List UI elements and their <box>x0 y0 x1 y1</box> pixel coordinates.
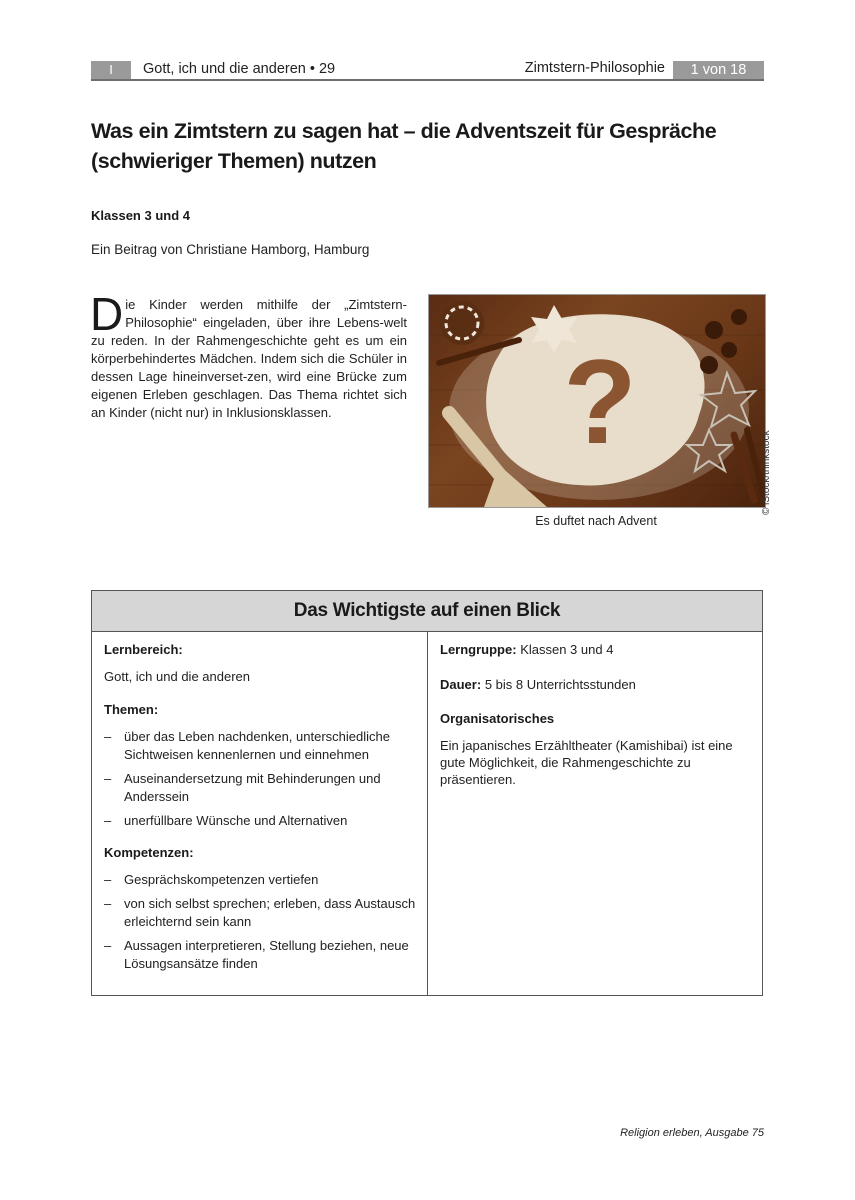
themen-list <box>104 728 422 830</box>
header-series-title: Gott, ich und die anderen • 29 <box>143 61 336 77</box>
overview-heading: Das Wichtigste auf einen Blick <box>92 591 762 632</box>
dash-bullet: – <box>104 871 112 887</box>
list-item-text: unerfüllbare Wünsche und Alternativen <box>124 813 348 828</box>
dauer-label: Dauer: <box>440 677 482 692</box>
list-item <box>104 895 422 930</box>
photo-illustration <box>429 295 765 507</box>
list-item-text: über das Leben nachdenken, unterschiedliche Sichtweisen kennenlernen und einnehmen <box>124 729 390 762</box>
page-indicator: 1 von 18 <box>673 61 764 79</box>
author-line: Ein Beitrag von Christiane Hamborg, Hamburg <box>91 242 370 257</box>
list-item <box>104 770 422 805</box>
photo-caption: Es duftet nach Advent <box>535 514 657 528</box>
organisatorisches-text: Ein japanisches Erzähltheater (Kamishibai) ist eine gute Möglichkeit, die Rahmengeschichte zu präsentieren. <box>440 738 733 787</box>
list-item <box>104 871 422 889</box>
intro-text: ie Kinder werden mithilfe der „Zimtstern-Philosophie“ eingeladen, über ihre Lebens-welt zu reden. In der Rahmengeschichte geht es um ein körperbehindertes Mädchen. Indem sich die Schüler in dessen Lage hineinverset-zen, wird eine Brücke zum eigenen Erleben geschlagen. Das Thema richtet sich an Kinder (nicht nur) in Inklusionsklassen. <box>91 297 407 420</box>
lerngruppe-value: Klassen 3 und 4 <box>520 642 614 657</box>
lerngruppe <box>440 641 758 658</box>
overview-right-column <box>440 641 758 798</box>
dash-bullet: – <box>104 771 112 786</box>
question-mark: ? <box>563 335 637 469</box>
page-title: Was ein Zimtstern zu sagen hat – die Adventszeit für Gespräche (schwieriger Themen) nutzen <box>91 119 717 173</box>
publication-footer: Religion erleben, Ausgabe 75 <box>620 1127 764 1139</box>
kompetenzen-label: Kompetenzen: <box>104 844 194 860</box>
lernbereich-value: Gott, ich und die anderen <box>104 669 250 684</box>
advent-photo <box>428 294 766 508</box>
list-item-text: Auseinandersetzung mit Behinderungen und Anderssein <box>124 771 381 804</box>
overview-left-column <box>104 641 422 984</box>
list-item <box>104 812 422 830</box>
themen-label: Themen: <box>104 702 159 717</box>
dash-bullet: – <box>104 729 112 744</box>
dash-bullet: – <box>104 896 112 911</box>
header-unit-title: Zimtstern-Philosophie <box>524 60 665 76</box>
dauer <box>440 676 758 693</box>
photo-credit: © iStock/thinkstock <box>761 430 772 515</box>
header-rule <box>91 79 764 81</box>
intro-paragraph <box>90 288 407 422</box>
dauer-value: 5 bis 8 Unterrichtsstunden <box>484 677 636 692</box>
list-item <box>104 728 422 763</box>
section-marker: I <box>91 61 131 79</box>
lernbereich-label: Lernbereich: <box>104 642 183 657</box>
kompetenzen-list <box>104 871 422 973</box>
overview-box <box>91 590 763 996</box>
organisatorisches-label: Organisatorisches <box>440 711 555 726</box>
list-item-text: Gesprächskompetenzen vertiefen <box>124 871 319 887</box>
drop-cap: D <box>90 288 124 340</box>
list-item <box>104 937 422 972</box>
lerngruppe-label: Lerngruppe: <box>440 642 517 657</box>
list-item-text: Aussagen interpretieren, Stellung beziehen, neue Lösungsansätze finden <box>124 938 409 971</box>
grade-level: Klassen 3 und 4 <box>91 208 190 223</box>
column-divider <box>427 631 428 995</box>
dash-bullet: – <box>104 813 112 828</box>
list-item-text: von sich selbst sprechen; erleben, dass Austausch erleichternd sein kann <box>124 896 416 929</box>
dash-bullet: – <box>104 938 112 953</box>
